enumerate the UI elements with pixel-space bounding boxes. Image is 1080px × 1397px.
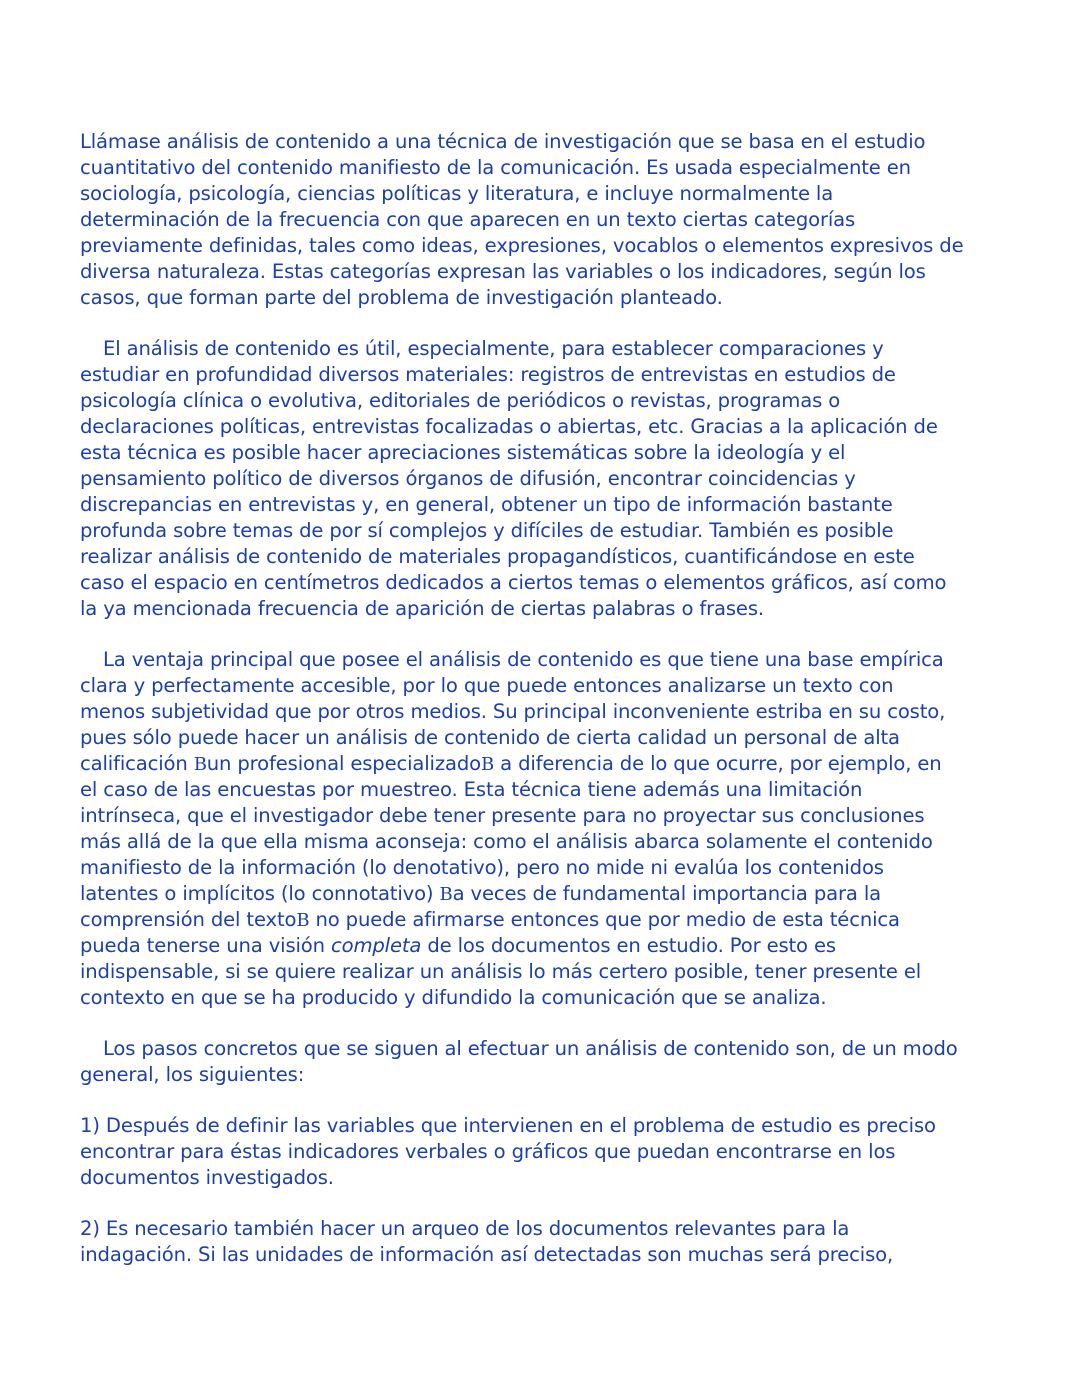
glyph-marker: B [439, 884, 453, 905]
text-line: 2) Es necesario también hacer un arqueo de los documentos relevantes para la [80, 1217, 850, 1240]
text-line: Llámase análisis de contenido a una técnica de investigación que se basa en el estudio [80, 130, 926, 153]
glyph-marker: B [296, 910, 310, 931]
text-line: psicología clínica o evolutiva, editoriales de periódicos o revistas, programas o [80, 389, 841, 412]
paragraph [80, 1216, 1020, 1268]
text-line: menos subjetividad que por otros medios. Su principal inconveniente estriba en su costo, [80, 700, 946, 723]
text-line [80, 881, 1020, 907]
text-line: caso el espacio en centímetros dedicados a ciertos temas o elementos gráficos, así como [80, 571, 947, 594]
text-line: indagación. Si las unidades de información así detectadas son muchas será preciso, [80, 1243, 894, 1266]
text-line: pues sólo puede hacer un análisis de contenido de cierta calidad un personal de alta [80, 726, 900, 749]
paragraph [80, 647, 1020, 1011]
text-line: el caso de las encuestas por muestreo. Esta técnica tiene además una limitación [80, 778, 863, 801]
text-run: a veces de fundamental importancia para la [452, 882, 882, 905]
text-line: estudiar en profundidad diversos materiales: registros de entrevistas en estudios de [80, 363, 896, 386]
text-line: declaraciones políticas, entrevistas focalizadas o abiertas, etc. Gracias a la aplicación de [80, 415, 938, 438]
text-line: esta técnica es posible hacer apreciaciones sistemáticas sobre la ideología y el [80, 441, 846, 464]
text-line: la ya mencionada frecuencia de aparición de ciertas palabras o frases. [80, 597, 764, 620]
text-run: a diferencia de lo que ocurre, por ejemplo, en [494, 752, 942, 775]
text-run: un profesional especializado [206, 752, 481, 775]
text-line: 1) Después de definir las variables que intervienen en el problema de estudio es preciso [80, 1114, 936, 1137]
text-line: discrepancias en entrevistas y, en general, obtener un tipo de información bastante [80, 493, 893, 516]
glyph-marker: B [193, 754, 207, 775]
text-line: realizar análisis de contenido de materiales propagandísticos, cuantificándose en este [80, 545, 915, 568]
paragraph [80, 129, 1020, 311]
text-run: pueda tenerse una visión [80, 934, 331, 957]
text-line: documentos investigados. [80, 1166, 334, 1189]
glyph-marker: B [480, 754, 495, 775]
emphasis-text: completa [331, 934, 422, 957]
text-run: de los documentos en estudio. Por esto es [421, 934, 836, 957]
text-run: no puede afirmarse entonces que por medio de esta técnica [309, 908, 900, 931]
text-line: casos, que forman parte del problema de investigación planteado. [80, 286, 723, 309]
text-line: indispensable, si se quiere realizar un análisis lo más certero posible, tener presente el [80, 960, 922, 983]
text-line: manifiesto de la información (lo denotativo), pero no mide ni evalúa los contenidos [80, 856, 884, 879]
paragraph [80, 336, 1020, 622]
document-body [80, 129, 1020, 1293]
text-line: diversa naturaleza. Estas categorías expresan las variables o los indicadores, según los [80, 260, 926, 283]
text-line: previamente definidas, tales como ideas, expresiones, vocablos o elementos expresivos de [80, 234, 964, 257]
text-line: cuantitativo del contenido manifiesto de la comunicación. Es usada especialmente en [80, 156, 911, 179]
text-run: calificación [80, 752, 194, 775]
text-line [80, 751, 1020, 777]
text-line [80, 907, 1020, 933]
text-line: La ventaja principal que posee el análisis de contenido es que tiene una base empírica [103, 648, 944, 671]
paragraph [80, 1113, 1020, 1191]
text-line: determinación de la frecuencia con que aparecen en un texto ciertas categorías [80, 208, 856, 231]
text-line: Los pasos concretos que se siguen al efectuar un análisis de contenido son, de un modo [103, 1037, 958, 1060]
text-line: encontrar para éstas indicadores verbales o gráficos que puedan encontrarse en los [80, 1140, 896, 1163]
text-line [80, 933, 1020, 959]
paragraph [80, 1036, 1020, 1088]
text-line: pensamiento político de diversos órganos de difusión, encontrar coincidencias y [80, 467, 856, 490]
text-line: sociología, psicología, ciencias políticas y literatura, e incluye normalmente la [80, 182, 834, 205]
text-line: profunda sobre temas de por sí complejos y difíciles de estudiar. También es posible [80, 519, 894, 542]
text-line: contexto en que se ha producido y difundido la comunicación que se analiza. [80, 986, 827, 1009]
text-run: comprensión del texto [80, 908, 297, 931]
text-line: El análisis de contenido es útil, especialmente, para establecer comparaciones y [103, 337, 884, 360]
text-run: latentes o implícitos (lo connotativo) [80, 882, 440, 905]
text-line: intrínseca, que el investigador debe tener presente para no proyectar sus conclusiones [80, 804, 925, 827]
text-line: más allá de la que ella misma aconseja: como el análisis abarca solamente el contenido [80, 830, 933, 853]
text-line: general, los siguientes: [80, 1063, 305, 1086]
text-line: clara y perfectamente accesible, por lo que puede entonces analizarse un texto con [80, 674, 894, 697]
